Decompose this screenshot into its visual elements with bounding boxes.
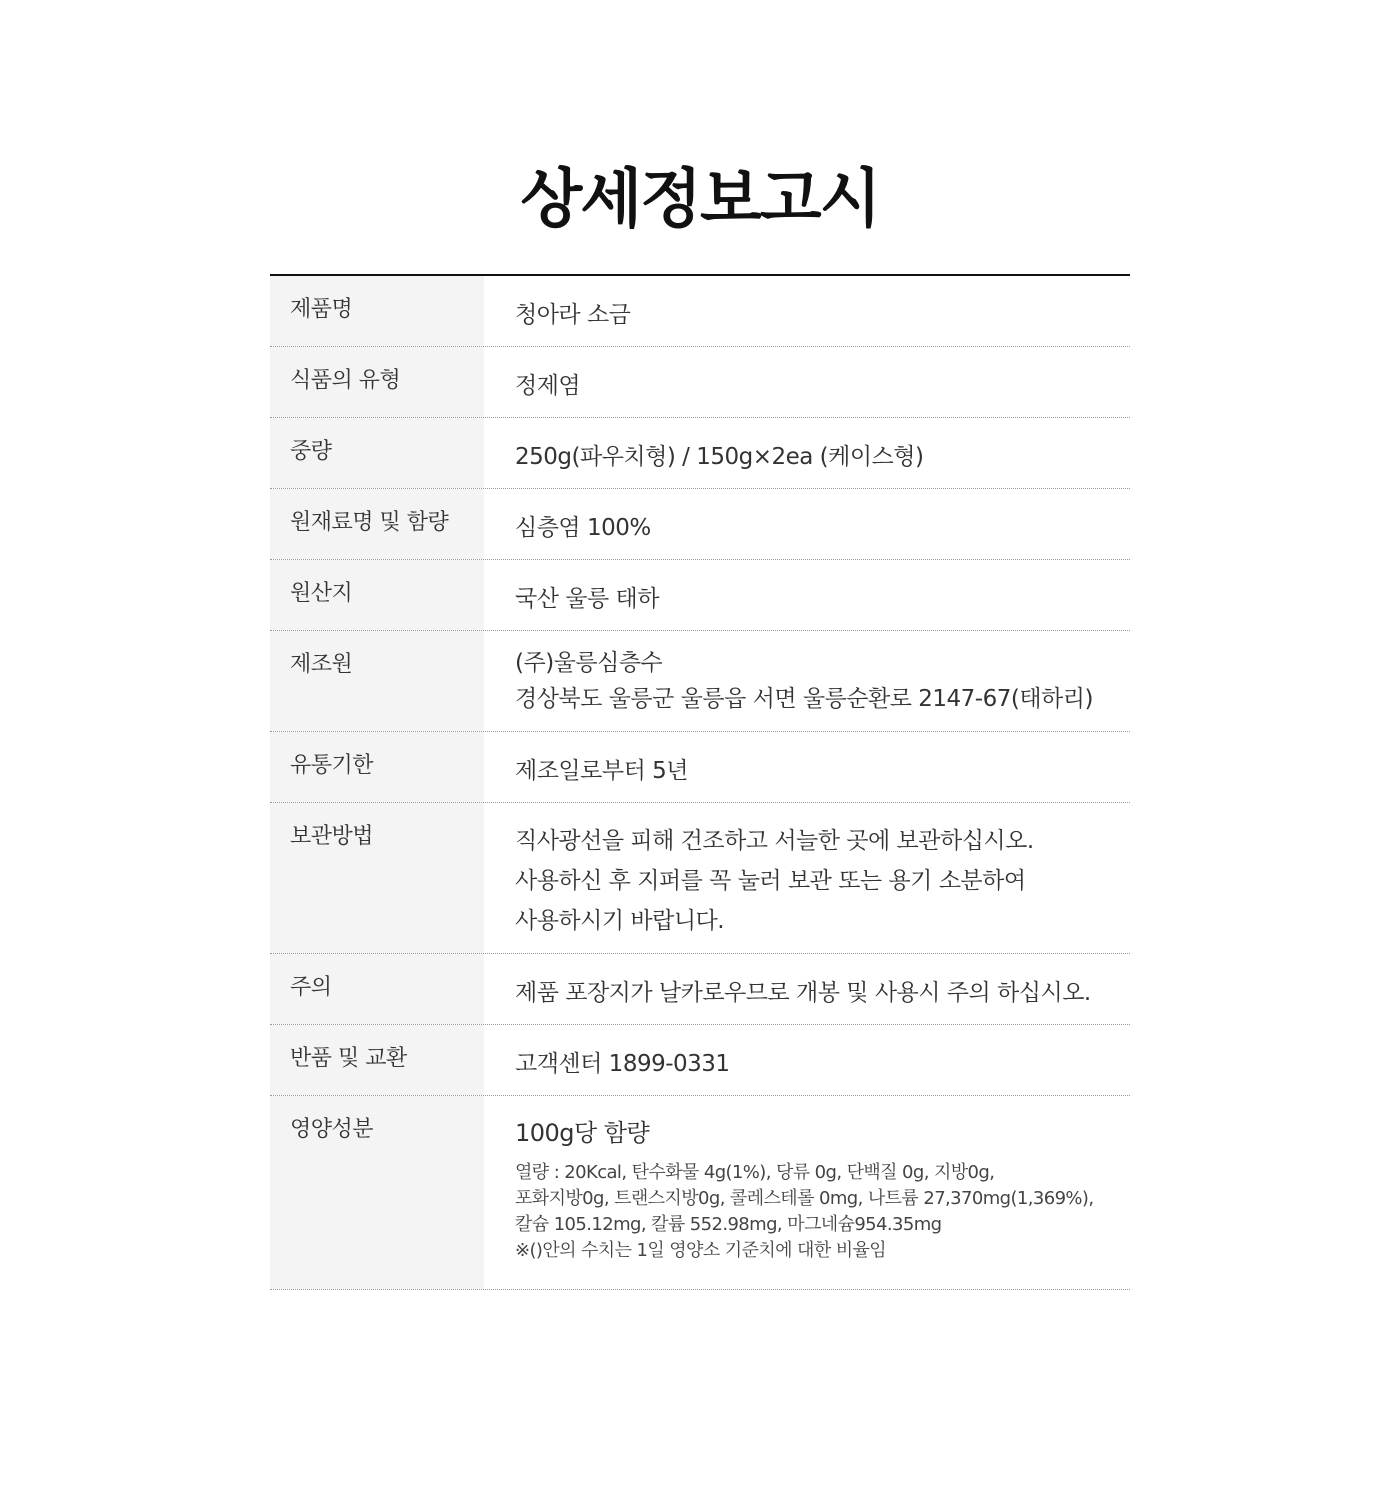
row-value	[484, 1096, 1130, 1289]
value-line: 사용하시기 바랍니다.	[515, 908, 725, 934]
nutrition-detail-line: 열량 : 20Kcal, 탄수화물 4g(1%), 당류 0g, 단백질 0g, 지방0g,	[515, 1162, 995, 1183]
value-line: 제품 포장지가 날카로우므로 개봉 및 사용시 주의 하십시오.	[515, 979, 1091, 1006]
row-expiration	[270, 732, 1130, 803]
row-manufacturer	[270, 631, 1130, 732]
nutrition-detail-line: 칼슘 105.12mg, 칼륨 552.98mg, 마그네슘954.35mg	[515, 1214, 942, 1235]
row-product-name	[270, 276, 1130, 347]
row-value	[484, 418, 1130, 488]
row-value	[484, 954, 1130, 1024]
row-value	[484, 732, 1130, 802]
row-returns	[270, 1025, 1130, 1096]
row-origin	[270, 560, 1130, 631]
product-info-table	[270, 274, 1130, 1290]
row-value	[484, 803, 1130, 953]
value-line: 사용하신 후 지퍼를 꼭 눌러 보관 또는 용기 소분하여	[515, 868, 1026, 894]
row-label: 보관방법	[270, 803, 484, 953]
value-line: 국산 울릉 태하	[515, 585, 659, 612]
row-label: 원산지	[270, 560, 484, 630]
row-label: 식품의 유형	[270, 347, 484, 417]
row-label: 원재료명 및 함량	[270, 489, 484, 559]
row-label: 제조원	[270, 631, 484, 731]
row-caution	[270, 954, 1130, 1025]
row-nutrition	[270, 1096, 1130, 1290]
row-label: 중량	[270, 418, 484, 488]
value-line: 정제염	[515, 372, 581, 399]
value-line: 경상북도 울릉군 울릉읍 서면 울릉순환로 2147-67(태하리)	[515, 686, 1093, 712]
row-value	[484, 276, 1130, 346]
row-value	[484, 489, 1130, 559]
page-title: 상세정보고시	[520, 163, 880, 237]
row-label: 유통기한	[270, 732, 484, 802]
row-food-type	[270, 347, 1130, 418]
value-line: (주)울릉심층수	[515, 650, 663, 676]
value-line: 250g(파우치형) / 150g×2ea (케이스형)	[515, 443, 924, 470]
nutrition-heading: 100g당 함량	[515, 1119, 650, 1147]
row-value	[484, 631, 1130, 731]
value-line: 심층염 100%	[515, 514, 651, 541]
value-line: 청아라 소금	[515, 301, 631, 328]
row-label: 영양성분	[270, 1096, 484, 1289]
row-value	[484, 347, 1130, 417]
row-storage	[270, 803, 1130, 954]
row-ingredients	[270, 489, 1130, 560]
nutrition-detail-line: 포화지방0g, 트랜스지방0g, 콜레스테롤 0mg, 나트륨 27,370mg(1,369%),	[515, 1188, 1094, 1209]
value-line: 고객센터 1899-0331	[515, 1050, 730, 1077]
nutrition-detail-line: ※()안의 수치는 1일 영양소 기준치에 대한 비율임	[515, 1240, 887, 1261]
value-line: 직사광선을 피해 건조하고 서늘한 곳에 보관하십시오.	[515, 828, 1034, 854]
value-line: 제조일로부터 5년	[515, 757, 688, 784]
row-label: 주의	[270, 954, 484, 1024]
row-value	[484, 560, 1130, 630]
row-weight	[270, 418, 1130, 489]
row-value	[484, 1025, 1130, 1095]
row-label: 제품명	[270, 276, 484, 346]
row-label: 반품 및 교환	[270, 1025, 484, 1095]
